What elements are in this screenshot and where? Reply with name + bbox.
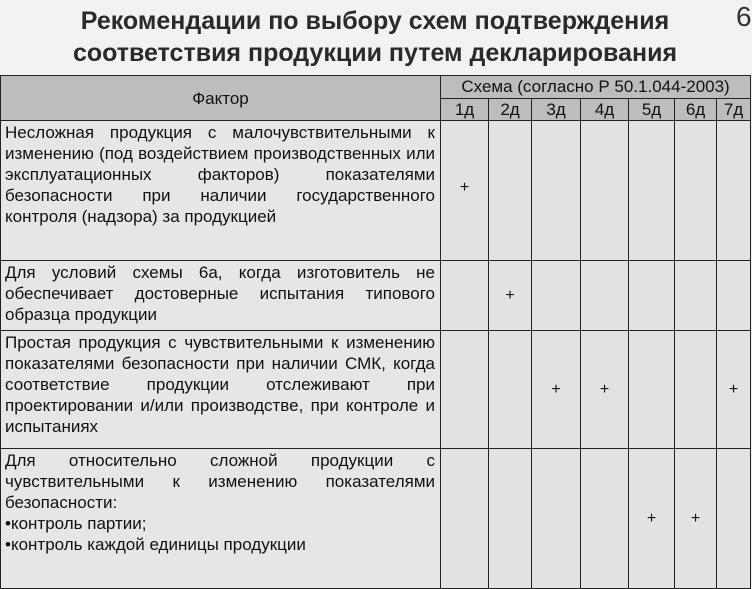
page-number: 6 <box>736 1 752 32</box>
mark-cell-1д <box>441 331 489 449</box>
mark-cell-3д <box>532 449 581 589</box>
factor-cell: Несложная продукция с малочувствительными к изменению (под воздействием производственных или эксплуатационных факторов) показателями безопасности при наличии государственного контроля (надзора) за продукцией <box>1 121 441 261</box>
mark-cell-6д <box>675 261 717 331</box>
title-line-1: Рекомендации по выбору схем подтверждения <box>80 7 670 35</box>
mark-cell-7д <box>717 449 751 589</box>
mark-cell-3д: + <box>532 331 581 449</box>
factor-cell: Для условий схемы 6а, когда изготовитель не обеспечивает достоверные испытания типового образца продукции <box>1 261 441 331</box>
mark-cell-2д <box>489 449 532 589</box>
mark-cell-6д: + <box>675 449 717 589</box>
mark-cell-5д <box>629 261 675 331</box>
column-header-4д: 4д <box>581 98 629 121</box>
table-row <box>1 331 751 449</box>
scheme-table <box>0 75 751 589</box>
mark-cell-3д <box>532 261 581 331</box>
column-header-5д: 5д <box>629 98 675 121</box>
mark-cell-1д <box>441 449 489 589</box>
mark-cell-5д <box>629 121 675 261</box>
mark-cell-6д <box>675 331 717 449</box>
mark-cell-7д: + <box>717 331 751 449</box>
mark-cell-1д: + <box>441 121 489 261</box>
table-row <box>1 261 751 331</box>
mark-cell-2д: + <box>489 261 532 331</box>
mark-cell-5д <box>629 331 675 449</box>
mark-cell-3д <box>532 121 581 261</box>
mark-cell-4д <box>581 121 629 261</box>
mark-cell-6д <box>675 121 717 261</box>
mark-cell-7д <box>717 261 751 331</box>
title-line-2: соответствия продукции путем декларирования <box>72 39 678 67</box>
mark-cell-4д: + <box>581 331 629 449</box>
factor-cell: Простая продукция с чувствительными к изменению показателями безопасности при наличии СМК, когда соответствие продукции отслеживают при проектировании и/или производстве, при контроле и испытаниях <box>1 331 441 449</box>
mark-cell-5д: + <box>629 449 675 589</box>
scheme-header: Схема (согласно Р 50.1.044-2003) <box>441 76 751 99</box>
table-row <box>1 449 751 589</box>
column-header-3д: 3д <box>532 98 581 121</box>
mark-cell-2д <box>489 121 532 261</box>
factor-cell: Для относительно сложной продукции с чувствительными к изменению показателями безопасности: •контроль партии; •контроль каждой единицы продукции <box>1 449 441 589</box>
factor-header: Фактор <box>1 76 441 121</box>
mark-cell-2д <box>489 331 532 449</box>
column-header-6д: 6д <box>675 98 717 121</box>
mark-cell-4д <box>581 261 629 331</box>
mark-cell-1д <box>441 261 489 331</box>
column-header-7д: 7д <box>717 98 751 121</box>
table-row <box>1 121 751 261</box>
page-title <box>0 0 750 75</box>
column-header-1д: 1д <box>441 98 489 121</box>
mark-cell-7д <box>717 121 751 261</box>
mark-cell-4д <box>581 449 629 589</box>
column-header-2д: 2д <box>489 98 532 121</box>
